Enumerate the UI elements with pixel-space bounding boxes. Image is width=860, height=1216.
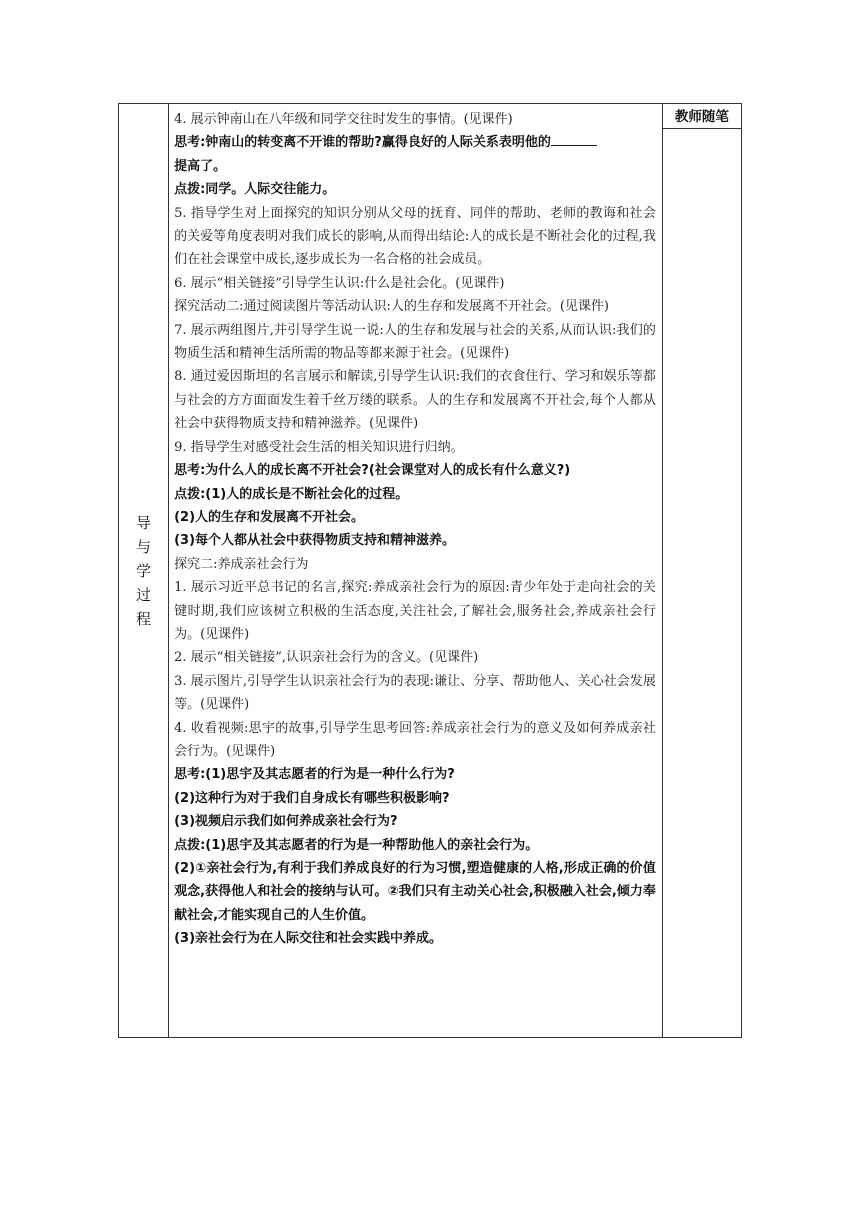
table-row bbox=[119, 104, 742, 1038]
content-line-think bbox=[174, 131, 656, 154]
section-label-char: 导 bbox=[136, 513, 152, 532]
content-line: 探究二:养成亲社会行为 bbox=[174, 556, 309, 572]
content-line: 4. 展示钟南山在八年级和同学交往时发生的事情。(见课件) bbox=[174, 112, 513, 127]
content-line: 思考:为什么人的成长离不开社会?(社会课堂对人的成长有什么意义?) bbox=[174, 463, 571, 479]
content-line: 点拨:(1)人的成长是不断社会化的过程。 bbox=[174, 486, 409, 502]
content-line: 5. 指导学生对上面探究的知识分别从父母的抚育、同伴的帮助、老师的教诲和社会的关爱等角度表明对我们成长的影响,从而得出结论:人的成长是不断社会化的过程,我们在社会课堂中成长,逐步成长为一名合格的社会成员。 bbox=[174, 205, 656, 268]
content-line: 6. 展示“相关链接”引导学生认识:什么是社会化。(见课件) bbox=[174, 275, 505, 291]
content-cell bbox=[169, 104, 663, 1038]
content-line: (2)人的生存和发展离不开社会。 bbox=[174, 509, 365, 525]
notes-cell bbox=[662, 104, 741, 1038]
content-line: 探究活动二:通过阅读图片等活动认识:人的生存和发展离不开社会。(见课件) bbox=[174, 299, 609, 315]
think-text: 思考:钟南山的转变离不开谁的帮助?赢得良好的人际关系表明他的 bbox=[174, 135, 551, 151]
content-line: 8. 通过爱因斯坦的名言展示和解读,引导学生认识:我们的衣食住行、学习和娱乐等都与社会的方方面面发生着千丝万缕的联系。人的生存和发展离不开社会,每个人都从社会中获得物质支持和精神滋养。(见课件) bbox=[174, 369, 656, 432]
section-label-char: 过 bbox=[136, 585, 152, 604]
content-line: 9. 指导学生对感受社会生活的相关知识进行归纳。 bbox=[174, 439, 464, 455]
section-label-char: 与 bbox=[136, 537, 152, 556]
content-line: (3)视频启示我们如何养成亲社会行为? bbox=[174, 814, 398, 830]
section-label bbox=[136, 511, 152, 631]
content-line-think-end: 提高了。 bbox=[174, 158, 227, 174]
content-line: 2. 展示“相关链接”,认识亲社会行为的含义。(见课件) bbox=[174, 650, 479, 666]
content-line: 7. 展示两组图片,并引导学生说一说:人的生存和发展与社会的关系,从而认识:我们的物质生活和精神生活所需的物品等都来源于社会。(见课件) bbox=[174, 322, 656, 362]
content-line: 点拨:(1)思宇及其志愿者的行为是一种帮助他人的亲社会行为。 bbox=[174, 837, 539, 853]
content-line: 4. 收看视频:思宇的故事,引导学生思考回答:养成亲社会行为的意义及如何养成亲社会行为。(见课件) bbox=[174, 720, 656, 759]
content-line: (2)这种行为对于我们自身成长有哪些积极影响? bbox=[174, 790, 450, 806]
section-label-char: 程 bbox=[136, 609, 152, 628]
content-line: (2)①亲社会行为,有利于我们养成良好的行为习惯,塑造健康的人格,形成正确的价值观念,获得他人和社会的接纳与认可。②我们只有主动关心社会,积极融入社会,倾力奉献社会,才能实现自己的人生价值。 bbox=[174, 861, 656, 923]
section-label-char: 学 bbox=[136, 561, 152, 580]
section-label-cell bbox=[119, 104, 169, 1038]
content-line: 思考:(1)思宇及其志愿者的行为是一种什么行为? bbox=[174, 767, 455, 783]
content-lines bbox=[174, 178, 656, 950]
content-line: 点拨:同学。人际交往能力。 bbox=[174, 182, 336, 198]
content-line: (3)亲社会行为在人际交往和社会实践中养成。 bbox=[174, 931, 443, 947]
notes-header: 教师随笔 bbox=[663, 104, 741, 129]
content-line: 3. 展示图片,引导学生认识亲社会行为的表现:谦让、分享、帮助他人、关心社会发展等。(见课件) bbox=[174, 673, 656, 713]
content-line: (3)每个人都从社会中获得物质支持和精神滋养。 bbox=[174, 533, 456, 549]
lesson-table bbox=[118, 103, 742, 1038]
content-line: 1. 展示习近平总书记的名言,探究:养成亲社会行为的原因:青少年处于走向社会的关键时期,我们应该树立积极的生活态度,关注社会,了解社会,服务社会,养成亲社会行为。(见课件) bbox=[174, 580, 656, 642]
fill-blank bbox=[551, 133, 597, 146]
